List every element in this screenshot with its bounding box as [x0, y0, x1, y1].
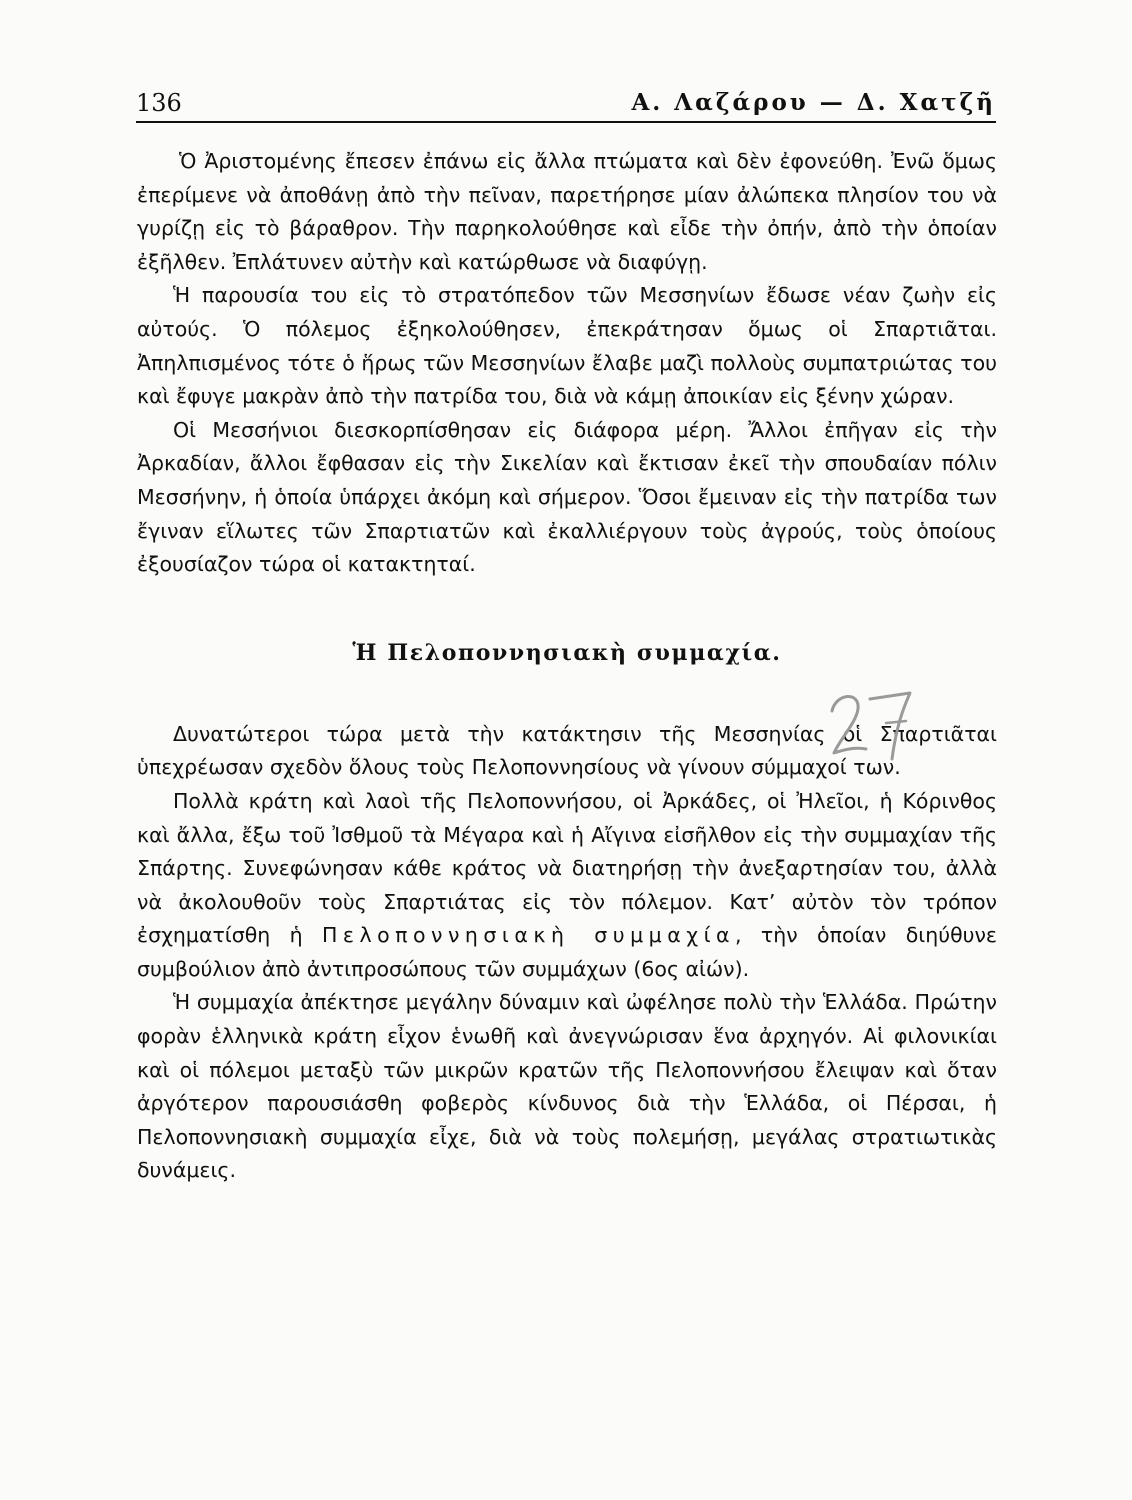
paragraph: Ἡ συμμαχία ἀπέκτησε μεγάλην δύναμιν καὶ ὠφέλησε πολὺ τὴν Ἑλλάδα. Πρώτην φορὰν ἑλληνικὰ κράτη εἶχον ἑνωθῆ καὶ ἀνεγνώρισαν ἕνα ἀρχηγόν. Αἱ φιλονικίαι καὶ οἱ πόλεμοι μεταξὺ τῶν μικρῶν κρατῶν τῆς Πελοποννήσου ἔλειψαν καὶ ὅταν ἀργότερον παρουσιάσθη φοβερὸς κίνδυνος διὰ τὴν Ἑλλάδα, οἱ Πέρσαι, ἡ Πελοποννησιακὴ συμμαχία εἶχε, διὰ νὰ τοὺς πολεμήσῃ, μεγάλας στρατιωτικὰς δυνάμεις.	[137, 990, 997, 1183]
running-head: Α. Λαζάρου — Δ. Χατζῆ	[631, 89, 996, 116]
paragraph: Ὁ Ἀριστομένης ἔπεσεν ἐπάνω εἰς ἄλλα πτώματα καὶ δὲν ἐφονεύθη. Ἐνῶ ὅμως ἐπερίμενε νὰ ἀποθάνῃ ἀπὸ τὴν πεῖναν, παρετήρησε μίαν ἀλώπεκα πλησίον του νὰ γυρίζῃ εἰς τὸ βάραθρον. Τὴν παρηκολούθησε καὶ εἶδε τὴν ὀπήν, ἀπὸ τὴν ὁποίαν ἐξῆλθεν. Ἐπλάτυνεν αὐτὴν καὶ κατώρθωσε νὰ διαφύγῃ.	[137, 149, 997, 274]
emphasized-term: Πελοποννησιακὴ συμμαχία	[321, 923, 736, 948]
handwritten-page-mark	[826, 683, 916, 763]
section-heading: Ἡ Πελοποννησιακὴ συμμαχία.	[352, 639, 782, 666]
paragraph	[137, 785, 997, 987]
page-number: 136	[136, 89, 182, 117]
paragraph-text: , τὴν ὁποίαν διηύθυνε συμβούλιον ἀπὸ ἀντιπροσώπους τῶν συμμάχων (6ος αἰών).	[137, 923, 998, 981]
paragraph: Ἡ παρουσία του εἰς τὸ στρατόπεδον τῶν Μεσσηνίων ἔδωσε νέαν ζωὴν εἰς αὐτούς. Ὁ πόλεμος ἐξηκολούθησεν, ἐπεκράτησαν ὅμως οἱ Σπαρτιᾶται. Ἀπηλπισμένος τότε ὁ ἥρως τῶν Μεσσηνίων ἔλαβε μαζὶ πολλοὺς συμπατριώτας του καὶ ἔφυγε μακρὰν ἀπὸ τὴν πατρίδα του, διὰ νὰ κάμῃ ἀποικίαν εἰς ξένην χώραν.	[137, 283, 997, 409]
body-text	[137, 145, 997, 1188]
page-header	[136, 88, 996, 122]
paragraph-text: Πολλὰ κράτη καὶ λαοὶ τῆς Πελοποννήσου, οἱ Ἀρκάδες, οἱ Ἠλεῖοι, ἡ Κόρινθος καὶ ἄλλα, ἔξω τοῦ Ἰσθμοῦ τὰ Μέγαρα καὶ ἡ Αἴγινα εἰσῆλθον εἰς τὴν συμμαχίαν τῆς Σπάρτης. Συνεφώνησαν κάθε κράτος νὰ διατηρήσῃ τὴν ἀνεξαρτησίαν του, ἀλλὰ νὰ ἀκολουθοῦν τοὺς Σπαρτιάτας εἰς τὸν πόλεμον. Κατ’ αὐτὸν τὸν τρόπον ἐσχηματίσθη ἡ	[137, 788, 997, 948]
header-rule	[136, 121, 996, 123]
paragraph: Οἱ Μεσσήνιοι διεσκορπίσθησαν εἰς διάφορα μέρη. Ἄλλοι ἐπῆγαν εἰς τὴν Ἀρκαδίαν, ἄλλοι ἔφθασαν εἰς τὴν Σικελίαν καὶ ἔκτισαν ἐκεῖ τὴν σπουδαίαν πόλιν Μεσσήνην, ἡ ὁποία ὑπάρχει ἀκόμη καὶ σήμερον. Ὅσοι ἔμειναν εἰς τὴν πατρίδα των ἔγιναν εἵλωτες τῶν Σπαρτιατῶν καὶ ἐκαλλιέργουν τοὺς ἀγρούς, τοὺς ὁποίους ἐξουσίαζον τώρα οἱ κατακτηταί.	[137, 417, 997, 577]
paragraph: Δυνατώτεροι τώρα μετὰ τὴν κατάκτησιν τῆς Μεσσηνίας οἱ Σπαρτιᾶται ὑπεχρέωσαν σχεδὸν ὅλους τοὺς Πελοποννησίους νὰ γίνουν σύμμαχοί των.	[137, 721, 997, 780]
